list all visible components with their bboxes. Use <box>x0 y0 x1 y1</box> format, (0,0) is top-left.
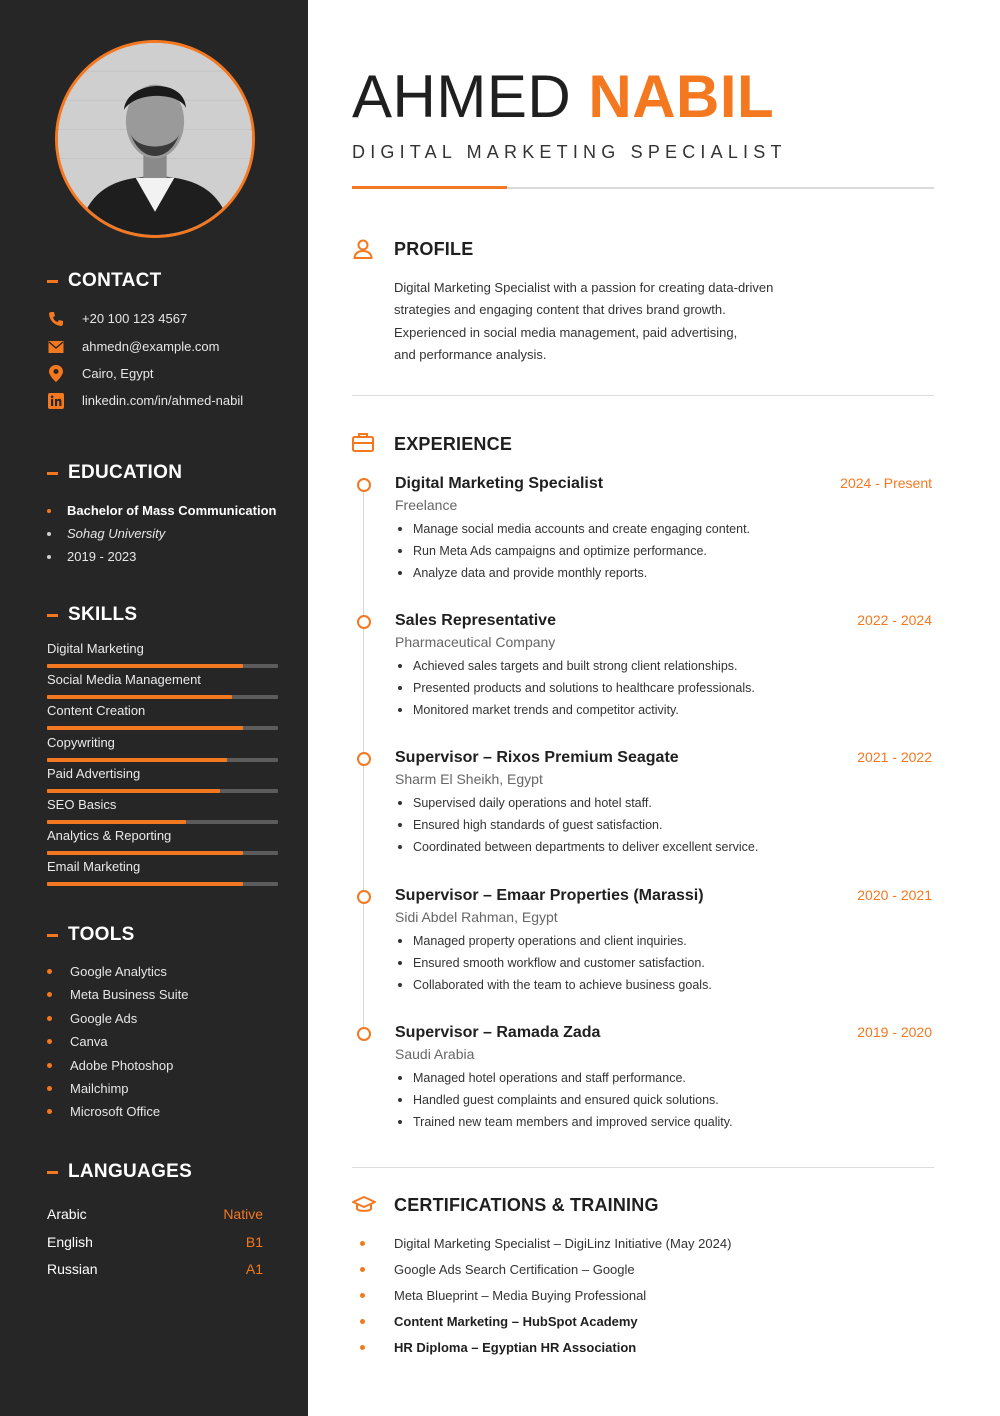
profile-photo <box>55 40 255 238</box>
job-bullet: Managed property operations and client inquiries. <box>395 933 712 955</box>
bullet-dot <box>47 1109 52 1114</box>
bullet-dot <box>360 1267 365 1272</box>
job-org: Sidi Abdel Rahman, Egypt <box>395 908 558 925</box>
job-bullet: Collaborated with the team to achieve business goals. <box>395 977 712 999</box>
sidebar <box>0 0 308 1416</box>
profile-line: Digital Marketing Specialist with a passion for creating data-driven <box>394 280 774 295</box>
skill-name: SEO Basics <box>47 797 117 812</box>
job-bullets <box>395 1070 733 1136</box>
bullet-dot <box>47 555 51 559</box>
bullet-dot <box>360 1293 365 1298</box>
bullet-dot <box>360 1345 365 1350</box>
profile-line: Experienced in social media management, paid advertising, <box>394 324 738 340</box>
header-rule-accent <box>352 186 507 189</box>
skill-bar <box>47 726 278 730</box>
job-date: 2021 - 2022 <box>857 749 932 766</box>
skill-bar <box>47 695 278 699</box>
heading-dash <box>47 280 58 283</box>
bullet-dot <box>47 1039 52 1044</box>
job-date: 2019 - 2020 <box>857 1023 932 1040</box>
language-level: A1 <box>245 1261 263 1277</box>
years-text: 2019 - 2023 <box>67 549 137 564</box>
skill-item <box>47 735 278 762</box>
tool-item <box>47 1011 137 1026</box>
timeline-dot <box>357 1027 371 1041</box>
job-role: Supervisor – Emaar Properties (Marassi) <box>395 886 704 904</box>
job-org: Sharm El Sheikh, Egypt <box>395 771 543 788</box>
contact-heading <box>47 270 162 292</box>
job-role: Sales Representative <box>395 612 556 630</box>
skill-bar <box>47 882 278 886</box>
graduation-cap-icon <box>352 1195 374 1217</box>
tool-name: Mailchimp <box>70 1081 129 1096</box>
job-date: 2022 - 2024 <box>857 612 932 629</box>
skill-item <box>47 703 278 730</box>
education-heading <box>47 462 182 484</box>
tool-item <box>47 1034 108 1049</box>
tool-name: Google Analytics <box>70 964 167 979</box>
user-icon <box>352 238 374 260</box>
language-level: B1 <box>245 1233 263 1250</box>
job-title: DIGITAL MARKETING SPECIALIST <box>352 142 787 162</box>
language-name: Russian <box>47 1261 98 1277</box>
job-bullet: Coordinated between departments to deliver excellent service. <box>395 839 758 861</box>
job-bullet: Run Meta Ads campaigns and optimize performance. <box>395 543 750 565</box>
skill-item <box>47 766 278 793</box>
skill-bar <box>47 758 278 762</box>
skills-heading-text: SKILLS <box>68 604 138 625</box>
skill-bar-fill <box>47 758 227 762</box>
skill-name: Paid Advertising <box>47 765 141 781</box>
bullet-dot <box>47 969 52 974</box>
timeline-dot <box>357 615 371 629</box>
job-bullet: Supervised daily operations and hotel staff. <box>395 795 758 817</box>
job-date: 2020 - 2021 <box>857 886 932 903</box>
skill-name: Copywriting <box>47 734 115 750</box>
education-heading-text: EDUCATION <box>68 462 183 483</box>
timeline-dot <box>357 752 371 766</box>
skill-bar-fill <box>47 726 243 730</box>
certification-text: Digital Marketing Specialist – DigiLinz Initiative (May 2024) <box>394 1236 732 1251</box>
languages-heading-text: LANGUAGES <box>68 1161 193 1182</box>
education-degree <box>47 503 276 518</box>
last-name: NABIL <box>588 63 775 130</box>
job-bullet: Ensured smooth workflow and customer satisfaction. <box>395 955 712 977</box>
phone-text: +20 100 123 4567 <box>82 311 188 326</box>
language-item <box>47 1206 263 1222</box>
job-bullet: Ensured high standards of guest satisfaction. <box>395 817 758 839</box>
skill-name: Digital Marketing <box>47 641 144 656</box>
contact-linkedin[interactable] <box>47 392 243 409</box>
phone-icon <box>47 310 64 327</box>
tool-name: Google Ads <box>70 1010 138 1026</box>
bullet-dot <box>47 1016 52 1021</box>
certification-item <box>360 1314 638 1329</box>
job-date: 2024 - Present <box>840 475 932 491</box>
language-name: English <box>47 1233 93 1250</box>
heading-dash <box>47 614 58 617</box>
skill-name: Email Marketing <box>47 859 141 875</box>
heading-dash <box>47 472 58 475</box>
location-pin-icon <box>47 365 64 382</box>
tools-heading <box>47 924 135 946</box>
experience-heading: EXPERIENCE <box>394 434 513 454</box>
bullet-dot <box>47 1086 52 1091</box>
certification-item <box>360 1288 646 1303</box>
job-org: Pharmaceutical Company <box>395 634 556 651</box>
skill-bar <box>47 851 278 855</box>
section-divider <box>352 1167 934 1168</box>
contact-phone[interactable] <box>47 310 187 327</box>
tool-item <box>47 1058 173 1073</box>
skill-bar <box>47 789 278 793</box>
linkedin-icon <box>47 392 64 409</box>
skill-item <box>47 797 278 824</box>
skill-name: Social Media Management <box>47 672 201 688</box>
education-years <box>47 549 136 564</box>
tool-name: Canva <box>70 1034 108 1050</box>
skill-bar-fill <box>47 695 232 699</box>
profile-text <box>394 277 834 367</box>
job-bullet: Analyze data and provide monthly reports. <box>395 565 750 587</box>
tool-name: Adobe Photoshop <box>70 1057 174 1073</box>
degree-text: Bachelor of Mass Communication <box>67 503 277 518</box>
job-bullet: Achieved sales targets and built strong client relationships. <box>395 658 755 680</box>
contact-heading-text: CONTACT <box>68 270 162 291</box>
skills-heading <box>47 604 137 626</box>
tool-item <box>47 1081 129 1096</box>
bullet-dot <box>47 509 51 513</box>
job-bullets <box>395 521 750 587</box>
languages-heading <box>47 1161 192 1183</box>
language-item <box>47 1261 263 1277</box>
job-bullet: Trained new team members and improved service quality. <box>395 1114 733 1136</box>
heading-dash <box>47 1171 58 1174</box>
job-bullets <box>395 933 712 999</box>
skill-name: Analytics & Reporting <box>47 828 172 844</box>
school-text: Sohag University <box>67 526 166 541</box>
skill-bar-fill <box>47 789 220 793</box>
skill-item <box>47 859 278 886</box>
job-bullet: Presented products and solutions to healthcare professionals. <box>395 680 755 702</box>
skill-bar <box>47 664 278 668</box>
skill-bar-fill <box>47 851 243 855</box>
tool-item <box>47 1104 160 1119</box>
timeline-dot <box>357 478 371 492</box>
job-bullet: Manage social media accounts and create engaging content. <box>395 521 750 543</box>
certification-text: Content Marketing – HubSpot Academy <box>394 1314 638 1329</box>
profile-line: strategies and engaging content that drives brand growth. <box>394 302 726 318</box>
language-level: Native <box>223 1206 263 1222</box>
profile-heading: PROFILE <box>394 239 474 259</box>
job-bullets <box>395 795 758 861</box>
certification-text: HR Diploma – Egyptian HR Association <box>394 1340 637 1355</box>
job-org: Saudi Arabia <box>395 1045 475 1062</box>
skill-bar-fill <box>47 664 243 668</box>
language-item <box>47 1234 263 1250</box>
skill-bar-fill <box>47 820 186 824</box>
email-icon <box>47 338 64 355</box>
bullet-dot <box>47 532 51 536</box>
tool-item <box>47 987 189 1002</box>
language-name: Arabic <box>47 1206 87 1222</box>
certification-item <box>360 1340 636 1355</box>
job-bullet: Managed hotel operations and staff performance. <box>395 1070 733 1092</box>
first-name: AHMED <box>352 63 572 130</box>
certifications-heading: CERTIFICATIONS & TRAINING <box>394 1195 659 1215</box>
skill-item <box>47 641 278 668</box>
bullet-dot <box>47 1063 52 1068</box>
full-name <box>352 62 774 131</box>
bullet-dot <box>360 1319 365 1324</box>
linkedin-text: linkedin.com/in/ahmed-nabil <box>82 393 244 408</box>
job-role: Supervisor – Rixos Premium Seagate <box>395 749 679 767</box>
certification-text: Meta Blueprint – Media Buying Professional <box>394 1288 647 1303</box>
heading-dash <box>47 934 58 937</box>
location-text: Cairo, Egypt <box>82 366 154 381</box>
briefcase-icon <box>352 432 374 454</box>
job-bullet: Handled guest complaints and ensured quick solutions. <box>395 1092 733 1114</box>
contact-location <box>47 365 154 382</box>
certification-item <box>360 1236 731 1251</box>
certification-text: Google Ads Search Certification – Google <box>394 1262 635 1277</box>
job-org: Freelance <box>395 497 458 513</box>
certification-item <box>360 1262 635 1277</box>
job-bullets <box>395 658 755 724</box>
skill-item <box>47 672 278 699</box>
tool-item <box>47 964 167 979</box>
email-text: ahmedn@example.com <box>82 339 220 354</box>
job-bullet: Monitored market trends and competitor activity. <box>395 702 755 724</box>
education-school <box>47 526 165 541</box>
skill-name: Content Creation <box>47 703 146 719</box>
skill-bar <box>47 820 278 824</box>
skill-bar-fill <box>47 882 243 886</box>
timeline-dot <box>357 890 371 904</box>
tool-name: Microsoft Office <box>70 1104 161 1120</box>
section-divider <box>352 395 934 396</box>
tool-name: Meta Business Suite <box>70 987 189 1003</box>
bullet-dot <box>360 1241 365 1246</box>
skill-item <box>47 828 278 855</box>
bullet-dot <box>47 992 52 997</box>
job-role: Supervisor – Ramada Zada <box>395 1023 601 1041</box>
tools-heading-text: TOOLS <box>68 924 135 945</box>
profile-line: and performance analysis. <box>394 347 547 363</box>
job-role: Digital Marketing Specialist <box>395 475 604 492</box>
contact-email[interactable] <box>47 338 219 355</box>
